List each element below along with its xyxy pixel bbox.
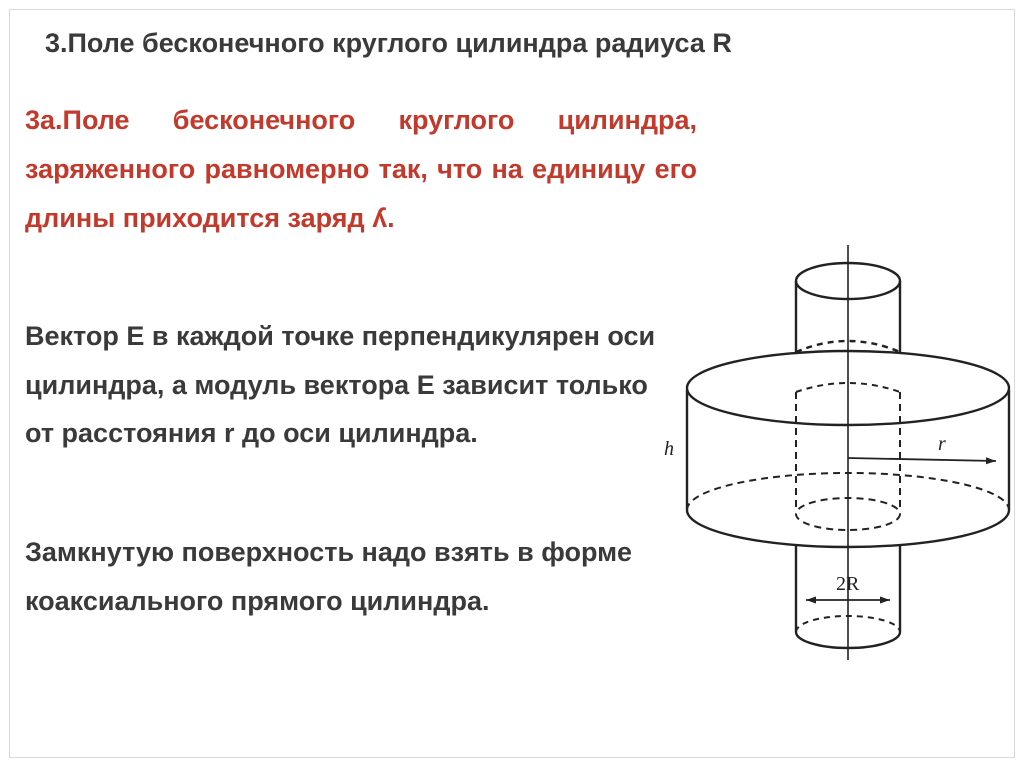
radius-arrow	[848, 458, 996, 461]
label-h: h	[664, 438, 674, 460]
cylinder-diagram	[658, 238, 1014, 668]
label-2R: 2R	[836, 573, 860, 595]
slide-title: 3.Поле бесконечного круглого цилиндра радиуса R	[45, 28, 732, 58]
paragraph-closed-surface: Замкнутую поверхность надо взять в форме коаксиального прямого цилиндра.	[25, 537, 633, 616]
label-r: r	[938, 433, 946, 455]
subtitle-red: 3а.Поле бесконечного круглого цилиндра, заряженного равномерно так, что на единицу его длины приходится заряд ʎ.	[25, 105, 697, 233]
paragraph-vector-e: Вектор Е в каждой точке перпендикулярен оси цилиндра, а модуль вектора Е зависит только от расстояния r до оси цилиндра.	[25, 321, 656, 448]
